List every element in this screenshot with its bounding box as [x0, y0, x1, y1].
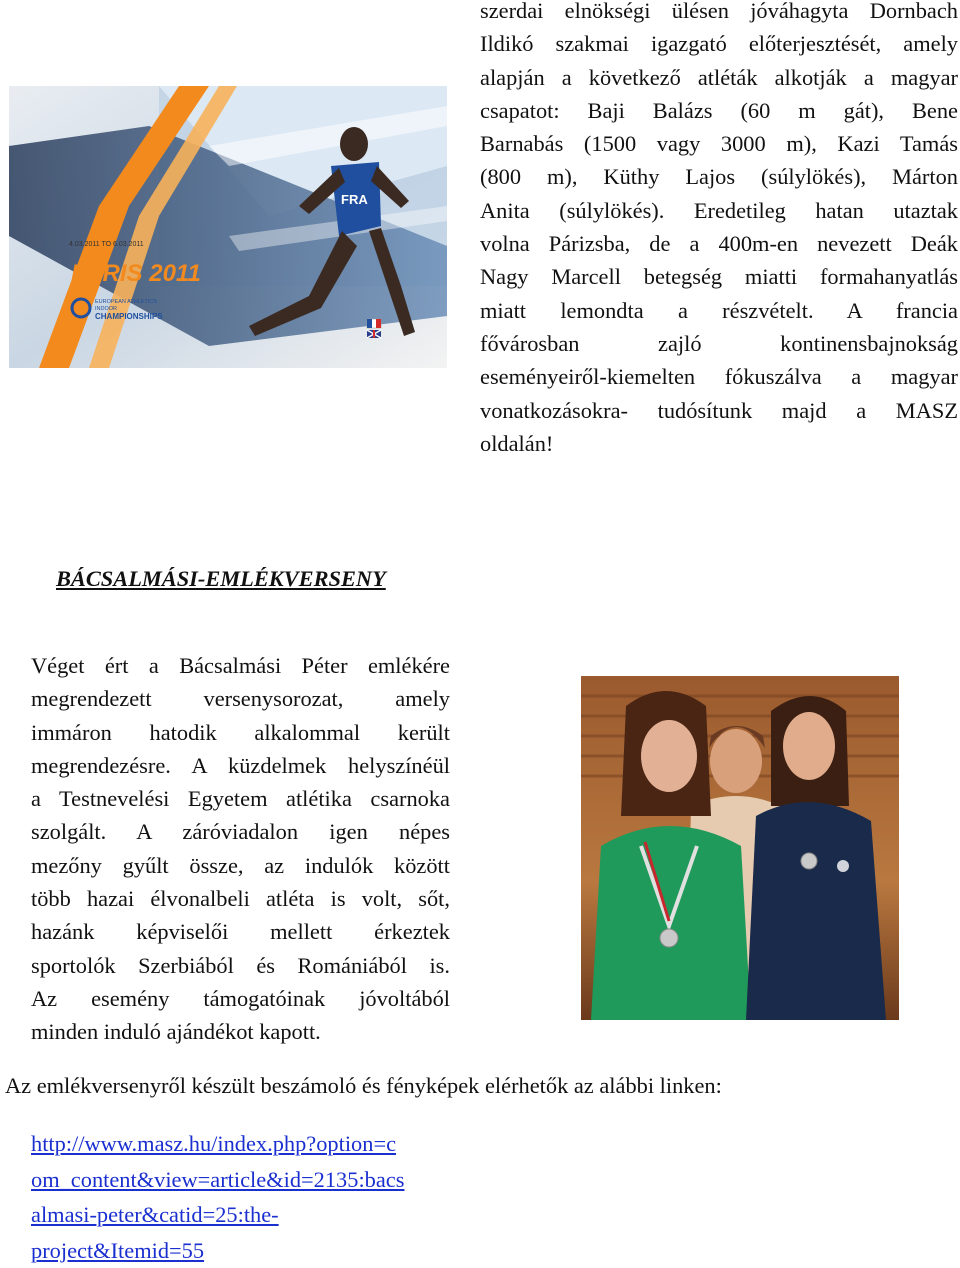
bib-text: FRA	[341, 192, 368, 207]
top-paragraph-line: miatt lemondta a részvételt. A francia	[480, 294, 958, 327]
top-paragraph-line: alapján a következő atléták alkotják a magyar	[480, 61, 958, 94]
link-intro-text: Az emlékversenyről készült beszámoló és fényképek elérhetők az alábbi linken:	[5, 1069, 722, 1102]
athletes-podium-photo	[581, 676, 899, 1020]
top-paragraph-line: vonatkozásokra- tudósítunk majd a MASZ	[480, 394, 958, 427]
section-title: BÁCSALMÁSI-EMLÉKVERSENY	[56, 566, 386, 592]
bacsalmasi-paragraph-line: szolgált. A záróviadalon igen népes	[31, 815, 450, 848]
top-paragraph-line: (800 m), Küthy Lajos (súlylökés), Márton	[480, 160, 958, 193]
paris-logo-text: PARIS 2011	[71, 260, 201, 287]
bacsalmasi-paragraph-line: megrendezett versenysorozat, amely	[31, 682, 450, 715]
poster-dates: 4.03.2011 TO 6.03.2011	[69, 241, 144, 248]
top-paragraph-line: Ildikó szakmai igazgató előterjesztését, amely	[480, 27, 958, 60]
top-paragraph-line: eseményeiről-kiemelten fókuszálva a magyar	[480, 360, 958, 393]
article-link-line[interactable]: almasi-peter&catid=25:the-	[31, 1197, 404, 1233]
bacsalmasi-paragraph	[31, 649, 450, 1049]
article-link-line[interactable]: project&Itemid=55	[31, 1233, 404, 1268]
medal-icon	[660, 929, 678, 947]
article-link-line[interactable]: om_content&view=article&id=2135:bacs	[31, 1162, 404, 1198]
top-paragraph	[480, 0, 958, 460]
bacsalmasi-paragraph-line: hazánk képviselői mellett érkeztek	[31, 915, 450, 948]
bacsalmasi-paragraph-line: több hazai élvonalbeli atléta is volt, sőt,	[31, 882, 450, 915]
championship-line1: EUROPEAN ATHLETICS	[95, 299, 157, 305]
bacsalmasi-paragraph-line: mezőny gyűlt össze, az indulók között	[31, 849, 450, 882]
article-link[interactable]	[31, 1126, 404, 1268]
top-paragraph-line: Anita (súlylökés). Eredetileg hatan utaztak	[480, 194, 958, 227]
top-paragraph-line: szerdai elnökségi ülésen jóváhagyta Dornbach	[480, 0, 958, 27]
bacsalmasi-paragraph-line: Az esemény támogatóinak jóvoltából	[31, 982, 450, 1015]
bacsalmasi-paragraph-line: megrendezésre. A küzdelmek helyszínéül	[31, 749, 450, 782]
championship-line3: CHAMPIONSHIPS	[95, 312, 163, 321]
bacsalmasi-paragraph-line: Véget ért a Bácsalmási Péter emlékére	[31, 649, 450, 682]
top-paragraph-line: csapatot: Baji Balázs (60 m gát), Bene	[480, 94, 958, 127]
bacsalmasi-paragraph-line: a Testnevelési Egyetem atlétika csarnoka	[31, 782, 450, 815]
article-link-line[interactable]: http://www.masz.hu/index.php?option=c	[31, 1126, 404, 1162]
championship-line2: INDOOR	[95, 306, 117, 312]
bacsalmasi-paragraph-line: minden induló ajándékot kapott.	[31, 1015, 450, 1048]
top-paragraph-line: oldalán!	[480, 427, 958, 460]
championship-poster-image	[9, 86, 447, 368]
top-paragraph-line: volna Párizsba, de a 400m-en nevezett Deák	[480, 227, 958, 260]
bacsalmasi-paragraph-line: immáron hatodik alkalommal került	[31, 716, 450, 749]
medal-icon	[801, 853, 817, 869]
top-paragraph-line: fővárosban zajló kontinensbajnokság	[480, 327, 958, 360]
top-paragraph-line: Nagy Marcell betegség miatti formahanyatlás	[480, 260, 958, 293]
top-paragraph-line: Barnabás (1500 vagy 3000 m), Kazi Tamás	[480, 127, 958, 160]
bacsalmasi-paragraph-line: sportolók Szerbiából és Romániából is.	[31, 949, 450, 982]
